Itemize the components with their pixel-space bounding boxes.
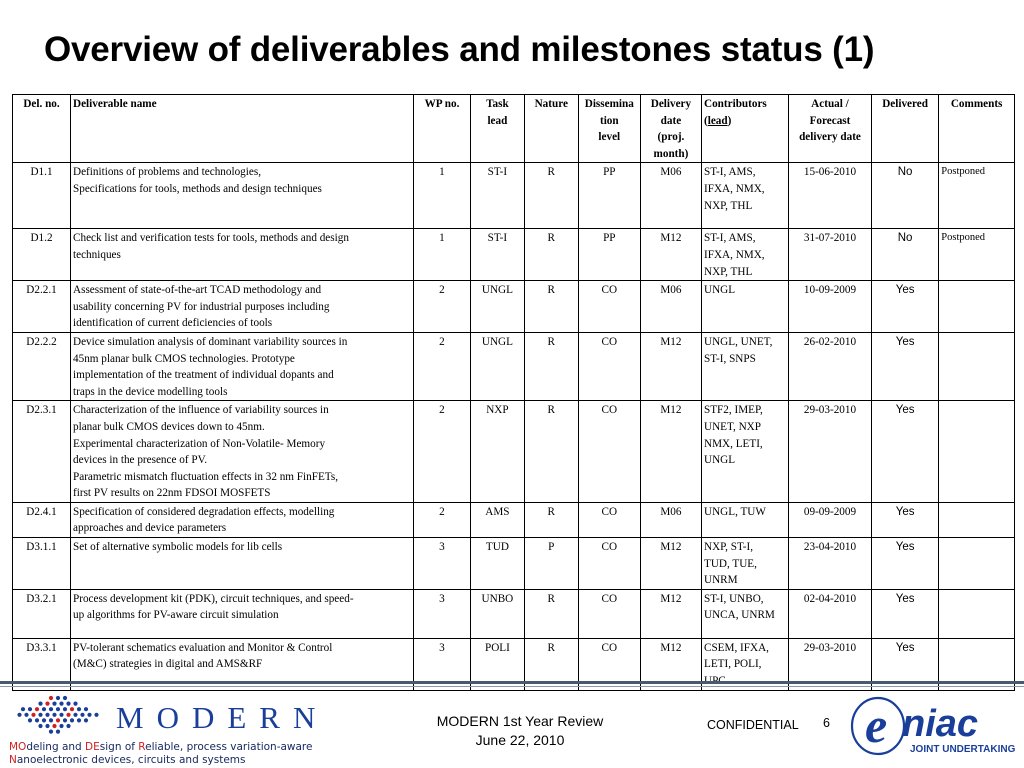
header-line: lead	[487, 114, 508, 127]
cell-comments: Postponed	[939, 229, 1015, 281]
cell-dissemination: CO	[578, 281, 640, 333]
cell-contributors-line: UNGL	[704, 454, 736, 467]
cell-contributors-line: IFXA, NMX,	[704, 182, 765, 195]
table-row	[13, 538, 1015, 590]
cell-deliverable-name	[71, 401, 414, 503]
cell-deliverable-name-line: Device simulation analysis of dominant variability sources in	[73, 335, 348, 348]
logo-dot	[56, 718, 60, 722]
cell-deliverable-name	[71, 163, 414, 229]
logo-dot	[38, 713, 42, 717]
logo-dot	[84, 718, 88, 722]
logo-dot	[49, 707, 53, 711]
logo-dot	[66, 713, 70, 717]
cell-delivered: Yes	[871, 589, 938, 638]
cell-del-no: D2.2.1	[13, 281, 71, 333]
cell-del-no: D2.2.2	[13, 332, 71, 400]
cell-contributors	[702, 401, 789, 503]
cell-delivered: Yes	[871, 401, 938, 503]
logo-dot	[49, 730, 53, 734]
cell-wp-no: 1	[413, 163, 470, 229]
footer-divider-thin	[0, 686, 1024, 687]
table-row	[13, 589, 1015, 638]
cell-wp-no: 3	[413, 638, 470, 690]
cell-deliverable-name-line: (M&C) strategies in digital and AMS&RF	[73, 658, 263, 671]
logo-dot	[63, 707, 67, 711]
cell-delivered: Yes	[871, 638, 938, 690]
cell-contributors-line: ST-I, SNPS	[704, 352, 756, 365]
cell-contributors	[702, 281, 789, 333]
tagline-segment: MO	[9, 741, 27, 753]
cell-deliverable-name-line: planar bulk CMOS devices down to 45nm.	[73, 420, 265, 433]
logo-dot	[38, 724, 42, 728]
logo-dot	[66, 702, 70, 706]
cell-del-no: D3.3.1	[13, 638, 71, 690]
logo-dot	[77, 718, 81, 722]
logo-dot	[42, 718, 46, 722]
cell-contributors-line: ST-I, AMS,	[704, 232, 756, 245]
footer-divider	[0, 681, 1024, 684]
cell-task-lead: POLI	[470, 638, 524, 690]
logo-dot	[45, 724, 49, 728]
cell-contributors-line: NXP, THL	[704, 265, 753, 278]
cell-deliverable-name-line: implementation of the treatment of individual dopants and	[73, 369, 334, 382]
header-delivery-date	[640, 95, 701, 163]
cell-contributors	[702, 502, 789, 537]
cell-deliverable-name	[71, 502, 414, 537]
logo-dot	[28, 707, 32, 711]
tagline-segment: R	[138, 741, 146, 753]
cell-contributors	[702, 538, 789, 590]
table-row	[13, 281, 1015, 333]
cell-contributors-line: LETI, POLI,	[704, 658, 762, 671]
cell-actual-date: 23-04-2010	[789, 538, 872, 590]
table-header-row	[13, 95, 1015, 163]
logo-dot	[73, 702, 77, 706]
cell-del-no: D3.1.1	[13, 538, 71, 590]
cell-contributors-line: UNRM	[704, 574, 738, 587]
logo-dot	[73, 713, 77, 717]
header-line: Task	[486, 98, 509, 110]
cell-wp-no: 2	[413, 401, 470, 503]
header-line: Actual /	[811, 98, 849, 110]
modern-logo-dots-icon	[10, 694, 102, 736]
logo-dot	[31, 713, 35, 717]
table-row	[13, 502, 1015, 537]
tagline-segment: sign of	[99, 741, 139, 753]
cell-deliverable-name-line: Check list and verification tests for tools, methods and design	[73, 232, 349, 245]
cell-contributors	[702, 589, 789, 638]
cell-deliverable-name-line: Characterization of the influence of variability sources in	[73, 404, 329, 417]
cell-dissemination: CO	[578, 502, 640, 537]
cell-deliverable-name	[71, 281, 414, 333]
cell-dissemination: PP	[578, 229, 640, 281]
header-del-no: Del. no.	[13, 95, 71, 163]
tagline-segment: DE	[85, 741, 100, 753]
cell-actual-date: 31-07-2010	[789, 229, 872, 281]
logo-dot	[87, 713, 91, 717]
confidential-label: CONFIDENTIAL	[707, 718, 799, 732]
cell-dissemination: CO	[578, 332, 640, 400]
cell-deliverable-name-line: Specification of considered degradation effects, modelling	[73, 505, 335, 518]
cell-nature: R	[524, 401, 578, 503]
cell-task-lead: ST-I	[470, 163, 524, 229]
logo-dot	[59, 724, 63, 728]
modern-tagline-line2	[9, 754, 246, 766]
logo-dot	[59, 713, 63, 717]
logo-dot	[56, 730, 60, 734]
logo-dot	[56, 696, 60, 700]
cell-delivery-date: M12	[640, 332, 701, 400]
cell-deliverable-name-line: up algorithms for PV-aware circuit simulation	[73, 609, 279, 622]
cell-task-lead: UNBO	[470, 589, 524, 638]
cell-del-no: D2.3.1	[13, 401, 71, 503]
cell-nature: R	[524, 502, 578, 537]
cell-wp-no: 1	[413, 229, 470, 281]
cell-deliverable-name	[71, 589, 414, 638]
cell-dissemination: CO	[578, 638, 640, 690]
cell-contributors-line: CSEM, IFXA,	[704, 641, 769, 654]
header-line: Delivery	[650, 98, 692, 110]
paren: (	[704, 114, 708, 127]
modern-logo-text: MODERN	[116, 700, 329, 735]
deliverables-table	[12, 94, 1015, 691]
cell-deliverable-name-line: 45nm planar bulk CMOS technologies. Prototype	[73, 352, 295, 365]
cell-delivery-date: M12	[640, 589, 701, 638]
page-number: 6	[823, 716, 830, 730]
header-line: (proj.	[657, 131, 685, 144]
logo-dot	[17, 713, 21, 717]
header-nature: Nature	[524, 95, 578, 163]
logo-dot	[52, 702, 56, 706]
cell-nature: P	[524, 538, 578, 590]
logo-dot	[70, 718, 74, 722]
cell-deliverable-name-line: usability concerning PV for industrial purposes including	[73, 300, 330, 313]
logo-dot	[42, 707, 46, 711]
cell-contributors-line: UNGL, UNET,	[704, 335, 773, 348]
logo-dot	[77, 707, 81, 711]
cell-actual-date: 15-06-2010	[789, 163, 872, 229]
header-line: Dissemina	[584, 98, 634, 110]
cell-comments: Postponed	[939, 163, 1015, 229]
header-line	[704, 113, 786, 130]
cell-del-no: D3.2.1	[13, 589, 71, 638]
modern-tagline-line1	[9, 741, 312, 753]
logo-dot	[49, 696, 53, 700]
cell-contributors-line: ST-I, AMS,	[704, 166, 756, 179]
cell-deliverable-name-line: approaches and device parameters	[73, 522, 227, 535]
cell-actual-date: 10-09-2009	[789, 281, 872, 333]
cell-deliverable-name-line: identification of current deficiencies of tools	[73, 317, 273, 330]
cell-delivery-date: M06	[640, 163, 701, 229]
cell-dissemination: PP	[578, 163, 640, 229]
cell-deliverable-name-line: traps in the device modelling tools	[73, 385, 228, 398]
cell-delivery-date: M06	[640, 281, 701, 333]
cell-deliverable-name-line: devices in the presence of PV.	[73, 454, 208, 467]
header-comments: Comments	[939, 95, 1015, 163]
cell-comments	[939, 502, 1015, 537]
cell-nature: R	[524, 281, 578, 333]
cell-deliverable-name-line: Assessment of state-of-the-art TCAD methodology and	[73, 284, 322, 297]
logo-dot	[38, 702, 42, 706]
logo-dot	[49, 718, 53, 722]
cell-delivery-date: M12	[640, 401, 701, 503]
logo-dot	[56, 707, 60, 711]
logo-dot	[94, 713, 98, 717]
eniac-logo-icon	[848, 690, 1018, 760]
logo-dot	[52, 713, 56, 717]
header-dissemination	[578, 95, 640, 163]
cell-wp-no: 2	[413, 502, 470, 537]
cell-wp-no: 3	[413, 538, 470, 590]
cell-contributors-line: UNCA, UNRM	[704, 609, 775, 622]
review-date: June 22, 2010	[475, 732, 565, 748]
cell-delivered: Yes	[871, 281, 938, 333]
cell-task-lead: UNGL	[470, 281, 524, 333]
header-line: delivery date	[799, 131, 861, 144]
cell-comments	[939, 538, 1015, 590]
header-delivered: Delivered	[871, 95, 938, 163]
cell-delivered: No	[871, 229, 938, 281]
cell-comments	[939, 401, 1015, 503]
logo-dot	[21, 707, 25, 711]
page-title: Overview of deliverables and milestones status (1)	[44, 30, 875, 69]
review-title: MODERN 1st Year Review	[436, 713, 604, 729]
cell-deliverable-name-line: Parametric mismatch fluctuation effects in 32 nm FinFETs,	[73, 470, 338, 483]
cell-delivery-date: M12	[640, 538, 701, 590]
table-row	[13, 229, 1015, 281]
eniac-subtitle: JOINT UNDERTAKING	[910, 744, 1016, 755]
cell-comments	[939, 281, 1015, 333]
cell-contributors-line: UNGL, TUW	[704, 505, 766, 518]
cell-deliverable-name-line: first PV results on 22nm FDSOI MOSFETS	[73, 487, 271, 500]
logo-dot	[66, 724, 70, 728]
cell-deliverable-name-line: techniques	[73, 248, 121, 261]
cell-task-lead: TUD	[470, 538, 524, 590]
cell-contributors-line: TUD, TUE,	[704, 557, 757, 570]
cell-actual-date: 29-03-2010	[789, 638, 872, 690]
logo-dot	[28, 718, 32, 722]
cell-del-no: D2.4.1	[13, 502, 71, 537]
cell-delivery-date: M06	[640, 502, 701, 537]
header-contributors	[702, 95, 789, 163]
logo-dot	[63, 696, 67, 700]
tagline-segment: N	[9, 754, 17, 766]
cell-dissemination: CO	[578, 589, 640, 638]
eniac-word: niac	[902, 703, 979, 745]
cell-delivered: Yes	[871, 538, 938, 590]
lead-underlined: lead	[707, 114, 728, 127]
cell-contributors-line: IFXA, NMX,	[704, 248, 765, 261]
tagline-segment: anoelectronic devices, circuits and systems	[16, 754, 246, 766]
cell-wp-no: 2	[413, 332, 470, 400]
table-row	[13, 163, 1015, 229]
cell-dissemination: CO	[578, 538, 640, 590]
review-info	[410, 712, 630, 750]
cell-del-no: D1.2	[13, 229, 71, 281]
cell-actual-date: 26-02-2010	[789, 332, 872, 400]
table-body	[13, 163, 1015, 690]
header-line: Contributors	[704, 98, 767, 110]
header-actual-forecast	[789, 95, 872, 163]
cell-contributors-line: NMX, LETI,	[704, 437, 763, 450]
cell-contributors	[702, 163, 789, 229]
cell-contributors-line: ST-I, UNBO,	[704, 592, 764, 605]
cell-nature: R	[524, 589, 578, 638]
cell-task-lead: UNGL	[470, 332, 524, 400]
cell-task-lead: NXP	[470, 401, 524, 503]
cell-wp-no: 2	[413, 281, 470, 333]
header-deliverable-name: Deliverable name	[71, 95, 414, 163]
cell-actual-date: 29-03-2010	[789, 401, 872, 503]
logo-dot	[63, 718, 67, 722]
cell-contributors-line: UNET, NXP	[704, 420, 761, 433]
header-line: date	[660, 114, 682, 127]
cell-deliverable-name-line: Specifications for tools, methods and design techniques	[73, 182, 322, 195]
cell-contributors	[702, 332, 789, 400]
tagline-segment: eliable, process variation-aware	[145, 741, 313, 753]
logo-dot	[52, 724, 56, 728]
logo-dot	[24, 713, 28, 717]
eniac-letter: e	[865, 697, 888, 753]
cell-delivery-date: M12	[640, 638, 701, 690]
cell-nature: R	[524, 163, 578, 229]
table-row	[13, 332, 1015, 400]
cell-contributors	[702, 229, 789, 281]
cell-actual-date: 09-09-2009	[789, 502, 872, 537]
logo-dot	[45, 713, 49, 717]
cell-deliverable-name-line: Set of alternative symbolic models for lib cells	[73, 541, 283, 554]
logo-dot	[35, 718, 39, 722]
cell-comments	[939, 589, 1015, 638]
cell-delivery-date: M12	[640, 229, 701, 281]
cell-del-no: D1.1	[13, 163, 71, 229]
header-line: month)	[653, 147, 689, 160]
cell-delivered: Yes	[871, 332, 938, 400]
table-row	[13, 401, 1015, 503]
logo-dot	[45, 702, 49, 706]
cell-contributors-line: UNGL	[704, 284, 736, 297]
header-line: level	[598, 131, 621, 144]
cell-deliverable-name-line: Process development kit (PDK), circuit techniques, and speed-	[73, 592, 354, 605]
cell-nature: R	[524, 638, 578, 690]
cell-nature: R	[524, 332, 578, 400]
cell-deliverable-name-line: Experimental characterization of Non-Volatile- Memory	[73, 437, 326, 450]
cell-task-lead: ST-I	[470, 229, 524, 281]
cell-deliverable-name-line: Definitions of problems and technologies,	[73, 166, 261, 179]
cell-delivered: Yes	[871, 502, 938, 537]
header-line: Forecast	[809, 114, 851, 127]
cell-contributors-line: STF2, IMEP,	[704, 404, 763, 417]
cell-deliverable-name	[71, 538, 414, 590]
logo-dot	[35, 707, 39, 711]
cell-contributors-line: NXP, THL	[704, 199, 753, 212]
cell-nature: R	[524, 229, 578, 281]
paren: )	[727, 114, 732, 127]
cell-deliverable-name	[71, 332, 414, 400]
logo-dot	[84, 707, 88, 711]
logo-dot	[70, 707, 74, 711]
header-line: tion	[599, 114, 619, 127]
tagline-segment: deling and	[26, 741, 86, 753]
logo-dot	[80, 713, 84, 717]
cell-deliverable-name-line: PV-tolerant schematics evaluation and Monitor & Control	[73, 641, 333, 654]
logo-dot	[59, 702, 63, 706]
header-task-lead	[470, 95, 524, 163]
cell-wp-no: 3	[413, 589, 470, 638]
cell-delivered: No	[871, 163, 938, 229]
cell-contributors-line: NXP, ST-I,	[704, 541, 754, 554]
header-wp-no: WP no.	[413, 95, 470, 163]
cell-actual-date: 02-04-2010	[789, 589, 872, 638]
cell-deliverable-name	[71, 229, 414, 281]
cell-task-lead: AMS	[470, 502, 524, 537]
cell-comments	[939, 332, 1015, 400]
cell-dissemination: CO	[578, 401, 640, 503]
